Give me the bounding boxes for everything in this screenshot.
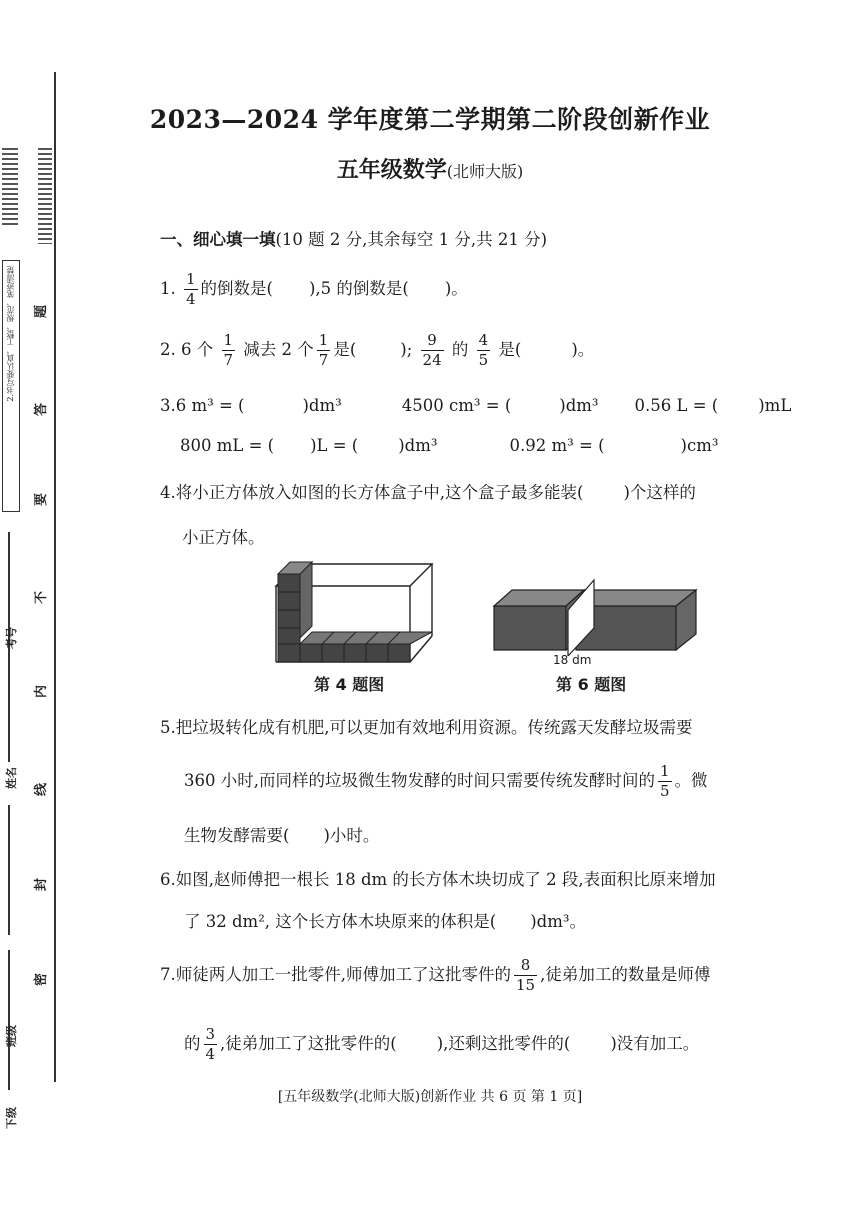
figure-6-length-label: 18 dm [553, 653, 592, 667]
fraction [421, 333, 444, 368]
fraction [514, 958, 537, 993]
fraction [317, 333, 331, 368]
fraction-numerator: 1 [318, 331, 329, 349]
question-6-line-1: 6.如图,赵师傅把一根长 18 dm 的长方体木块切成了 2 段,表面积比原来增加 [160, 870, 716, 889]
fraction [222, 333, 236, 368]
question-text: )小时。 [323, 826, 380, 845]
question-text: ,徒弟加工了这批零件的( [220, 1034, 397, 1053]
page-title: 2023—2024 学年度第二学期第二阶段创新作业 [149, 105, 711, 134]
question-5-line-1: 5.把垃圾转化成有机肥,可以更加有效地利用资源。传统露天发酵垃圾需要 [160, 718, 693, 737]
question-text: )mL [758, 396, 792, 415]
fraction-numerator: 1 [659, 762, 670, 780]
question-text: )个这样的 [623, 483, 696, 502]
figure-6-wood-block [490, 576, 700, 656]
question-text: 的 [184, 1034, 201, 1053]
question-5-line-3 [184, 822, 379, 846]
question-4-line-2: 小正方体。 [182, 528, 265, 547]
subtitle-main: 五年级数学 [336, 157, 447, 183]
field-line [8, 950, 10, 1090]
fraction-numerator: 9 [421, 333, 444, 351]
seal-char: 内 [34, 684, 50, 699]
section-score-note: (10 题 2 分,其余每空 1 分,共 21 分) [275, 230, 548, 249]
question-text: )dm³ [398, 436, 438, 455]
fraction-denominator: 7 [223, 351, 234, 369]
fraction-numerator: 1 [186, 270, 196, 288]
fraction [184, 272, 198, 307]
seal-char: 不 [34, 590, 50, 605]
question-text: 3.6 m³ = ( [160, 396, 245, 415]
seal-char: 线 [34, 782, 50, 797]
question-text: ); [400, 340, 413, 359]
question-text: 的 [451, 340, 469, 359]
binding-line [54, 72, 56, 1082]
fraction-denominator: 24 [422, 351, 442, 369]
section-title: 一、细心填一填 [160, 230, 276, 249]
question-text: )dm³ [302, 396, 342, 415]
seal-char: 要 [34, 492, 50, 507]
fraction-numerator: 8 [514, 958, 537, 976]
fraction [477, 333, 491, 368]
field-label-exam-number: 考号 [5, 627, 18, 649]
fraction [204, 1027, 218, 1062]
fraction-denominator: 7 [318, 351, 329, 369]
question-text: )。 [571, 340, 595, 359]
seal-char: 封 [34, 877, 50, 892]
section-heading [160, 226, 547, 250]
question-text: 了 32 dm², 这个长方体木块原来的体积是( [184, 912, 497, 931]
question-7-line-2 [184, 1027, 699, 1062]
question-text: 减去 2 个 [243, 340, 314, 359]
question-number: 1. [160, 279, 176, 298]
question-text: 0.92 m³ = ( [509, 436, 605, 455]
fraction-denominator: 4 [205, 1045, 216, 1063]
fraction-numerator: 1 [223, 331, 234, 349]
question-text: 6 个 [181, 340, 214, 359]
question-text: 。微 [674, 771, 708, 790]
question-3-row-2 [180, 436, 718, 455]
question-5-line-2 [184, 764, 708, 799]
question-2 [160, 333, 594, 368]
seal-char: 题 [34, 304, 50, 319]
figure-4-cuboid-box [268, 556, 438, 668]
question-text: 生物发酵需要( [184, 826, 290, 845]
question-text: 7.师徒两人加工一批零件,师傅加工了这批零件的 [160, 965, 511, 984]
question-text: 0.56 L = ( [634, 396, 719, 415]
binding-margin [0, 70, 58, 1129]
seal-char: 密 [34, 972, 50, 987]
fraction-denominator: 4 [186, 290, 196, 308]
question-text: ),还剩这批零件的( [436, 1034, 571, 1053]
question-text: )L = ( [310, 436, 359, 455]
question-text: )dm³ [559, 396, 599, 415]
page-subtitle [0, 153, 860, 184]
seal-char: 答 [34, 402, 50, 417]
question-text: 是( [333, 340, 357, 359]
question-text: )cm³ [680, 436, 719, 455]
field-line [8, 805, 10, 935]
question-text: 800 mL = ( [180, 436, 275, 455]
fraction-numerator: 4 [478, 331, 489, 349]
question-text: 的倒数是( [200, 279, 273, 298]
fraction-denominator: 15 [516, 976, 536, 994]
fraction-denominator: 5 [659, 782, 670, 800]
question-1 [160, 272, 468, 307]
question-number: 2. [160, 340, 176, 359]
question-3-row-1 [160, 396, 791, 415]
question-6-line-2 [184, 908, 586, 932]
question-text: 360 小时,而同样的垃圾微生物发酵的时间只需要传统发酵时间的 [184, 771, 655, 790]
subtitle-note: (北师大版) [446, 162, 524, 181]
fraction-numerator: 3 [205, 1025, 216, 1043]
fraction-denominator: 5 [478, 351, 489, 369]
question-text: 4500 cm³ = ( [401, 396, 512, 415]
notice-text: 2.书写要认真、工整、规范、笔迹清楚 [6, 266, 15, 402]
page-footer: [五年级数学(北师大版)创新作业 共 6 页 第 1 页] [277, 1089, 583, 1105]
field-label-name: 姓名 [5, 767, 18, 789]
fraction [658, 764, 672, 799]
question-text: 是( [498, 340, 522, 359]
question-text: 4.将小正方体放入如图的长方体盒子中,这个盒子最多能装( [160, 483, 584, 502]
question-7-line-1 [160, 958, 710, 993]
question-text: )。 [444, 279, 468, 298]
question-text: ,徒弟加工的数量是师傅 [540, 965, 711, 984]
field-label-class: 班级 [5, 1025, 18, 1047]
question-text: )没有加工。 [610, 1034, 700, 1053]
question-text: ),5 的倒数是( [308, 279, 409, 298]
field-label-grade: 下级 [5, 1107, 18, 1129]
figure-4-caption: 第 4 题图 [314, 675, 385, 694]
question-text: )dm³。 [530, 912, 587, 931]
figure-6-caption: 第 6 题图 [556, 675, 627, 694]
question-4-line-1 [160, 479, 696, 503]
